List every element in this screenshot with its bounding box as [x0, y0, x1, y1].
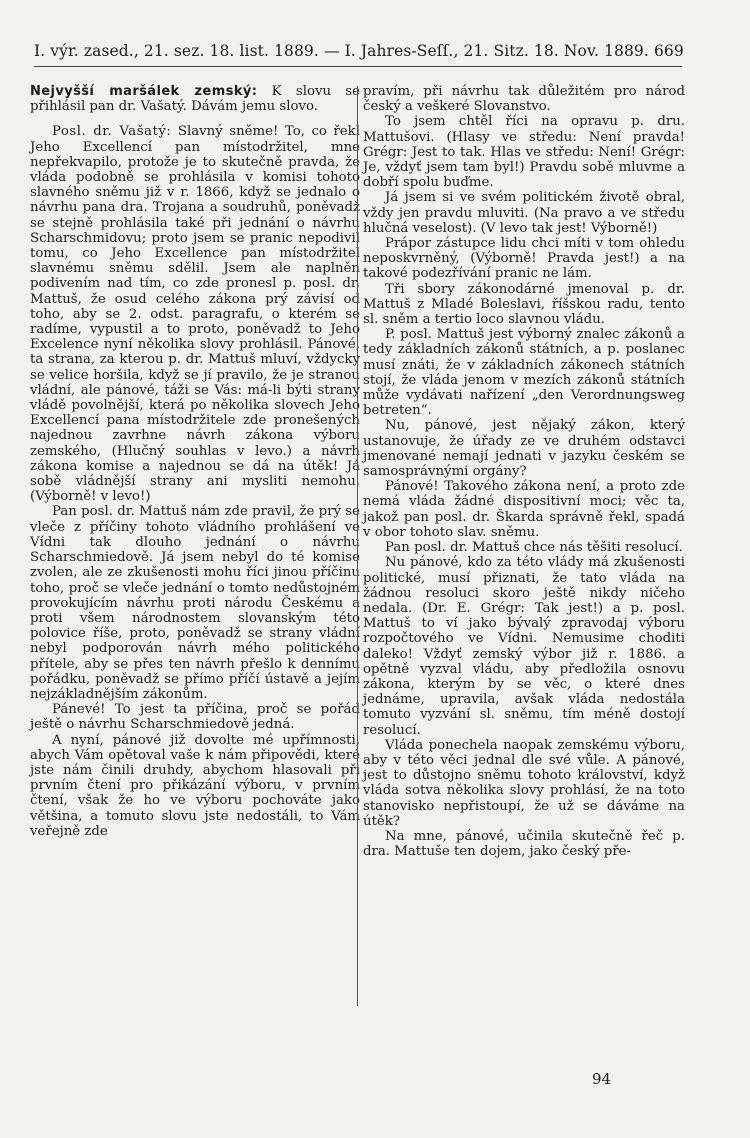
paragraph: [30, 124, 360, 504]
right-column: [363, 84, 685, 859]
running-header: I. výr. zased., 21. sez. 18. list. 1889. — I. Jahres-Seſſ., 21. Sitz. 18. Nov. 1889. 669: [34, 42, 684, 60]
paragraph-text: Slavný sněme! To, co řekl Jeho Excellencí pan místodržitel, mne nepřekvapilo, protože je to skutečně pravda, že vláda podobně se prohlásila v komisi tohoto slavného sněmu již v r. 1866, když se jednalo o návrhu pana dra. Trojana a soudruhů, poněvadž se stejně prohlásila také při jednání o návrhu Scharschmidovu; proto jsem se pranic nepodivil tomu, co Jeho Excellence pan místodržitel slavnému sněmu sdělil. Jsem ale naplněn podivením nad tím, co zde pronesl p. posl. dr. Mattuš, že osud celého zákona prý závisí od toho, aby se 2. odst. paragrafu, o kterém se radíme, vypustil a to proto, poněvadž to Jeho Excelence nyní několika slovy prohlásil. Pánové, ta strana, za kterou p. dr. Mattuš mluví, vždycky se velice horšila, když se jí pravilo, že je stranou vládní, ale pánové, táži se Vás: má-li býti strany vládě povolnější, která po několika slovech Jeho Excellencí pana místodržitele zde pronešených najednou zavrhne návrh zákona výboru zemského, (Hlučný souhlas v levo.) a návrh zákona komise a najednou se dá na útěk! Já sobě vládnější strany ani mysliti nemohu. (Výborně! v levo!): [30, 124, 360, 505]
paragraph: Tři sbory zákonodárné jmenoval p. dr. Mattuš z Mladé Boleslavi, říšskou radu, tento sl. sněm a tertio loco slavnou vládu.: [363, 281, 685, 328]
column-divider: [357, 86, 358, 1006]
paragraph: Vláda ponechela naopak zemskému výboru, aby v této věci jednal dle své vůle. A pánové, jest to důstojno sněmu tohoto království, když vláda sotva několika slovy prohlásí, že na toto stanovisko nepřistoupí, že už se dáváme na útěk?: [363, 737, 685, 829]
paragraph: Pan posl. dr. Mattuš chce nás těšiti resolucí.: [385, 540, 683, 556]
header-rule: [34, 66, 682, 67]
paragraph: Prápor zástupce lidu chci míti v tom ohledu neposkvrněný, (Výborně! Pravda jest!) a na takové podezřívání pranic ne lám.: [363, 236, 685, 282]
paragraph: To jsem chtěl říci na opravu p. dru. Mattušovi. (Hlasy ve středu: Není pravda! Grégr: Jest to tak. Hlas ve středu: Není! Grégr: Je, vždyť jsem tam byl!) Pravdu sobě mluvme a dobří spolu buďme.: [363, 114, 685, 191]
paragraph: Na mne, pánové, učinila skutečně řeč p. dra. Mattuše ten dojem, jako český pře-: [363, 828, 685, 860]
speaker-name: Nejvyšší maršálek zemský:: [30, 84, 258, 99]
paragraph: Nu, pánové, jest nějaký zákon, který ustanovuje, že úřady ze ve druhém odstavci jmenované nemají jednati v jazyku českém se samosprávnými orgány?: [363, 418, 685, 480]
paragraph: Pánové! Takového zákona není, a proto zde nemá vláda žádné dispositivní moci; věc ta, jakož pan posl. dr. Škarda správně řekl, spadá v obor tohoto slav. sněmu.: [363, 479, 685, 540]
paragraph: A nyní, pánové již dovolte mé upřímnosti, abych Vám opětoval vaše k nám připovědi, které jste nám činili druhdy, abychom hlasovali při prvním čtení pro přikázání výboru, v prvním čtení, však že ho ve výboru pochováte jako většina, a tomuto slovu jste nedostáli, to Vám veřejně zde: [30, 732, 360, 839]
paragraph: pravím, při návrhu tak důležitém pro národ český a veškeré Slovanstvo.: [363, 84, 685, 115]
speaker-name: Posl. dr. Vašatý:: [52, 124, 172, 140]
paragraph: [30, 84, 360, 114]
paragraph-text: K slovu se přihlásil pan dr. Vašatý. Dávám jemu slovo.: [30, 84, 361, 115]
paragraph: Pan posl. dr. Mattuš nám zde pravil, že prý se vleče z příčiny tohoto vládního prohlášení ve Vídni tak dlouho jednání o návrhu Scharschmiedově. Já jsem nebyl do té komise zvolen, ale ze zkušenosti mohu říci jinou příčinu toho, proč se vleče jednání o tomto nedůstojném provokujícím návrhu proti národu Českému a proti všem národnostem slovanským této polovice říše, proto, poněvadž se strany vládní nebyl podporován návrh mého politického přítele, aby se přes ten návrh přešlo k dennímu pořádku, poněvadž se přímo příčí ústavě a jejím nejzákladnějším zákonům.: [30, 504, 360, 702]
left-column: [30, 84, 360, 839]
page-number: 94: [592, 1070, 612, 1088]
paragraph: Já jsem si ve svém politickém životě obral, vždy jen pravdu mluviti. (Na pravo a ve středu hlučná veselost). (V levo tak jest! Výborně!): [363, 190, 685, 236]
paragraph: Nu pánové, kdo za této vlády má zkušenosti politické, musí přiznati, že tato vláda na žádnou resoluci skoro ještě nikdy ničeho nedala. (Dr. E. Grégr: Tak jest!) a p. posl. Mattuš to ví jako bývalý zpravodaj výboru rozpočtového ve Vídni. Nemusime choditi daleko! Vždyť zemský výbor již r. 1886. a opětně vyzval vládu, aby předložila osnovu zákona, kterým by se věc, o které dnes jednáme, upravila, avšak vláda nedostála tomuto vyzvání sl. sněmu, tím méně dostojí resolucí.: [363, 555, 685, 738]
paragraph: P. posl. Mattuš jest výborný znalec zákonů a tedy základních zákonů státních, a p. poslanec musí znáti, že v základních zákonech státních stojí, že vláda jenom v mezích zákonů státních může vydávati nařízení „den Verordnungsweg betreten“.: [363, 327, 685, 419]
paragraph: Pánevé! To jest ta příčina, proč se pořád ještě o návrhu Scharschmiedově jedná.: [30, 702, 360, 733]
